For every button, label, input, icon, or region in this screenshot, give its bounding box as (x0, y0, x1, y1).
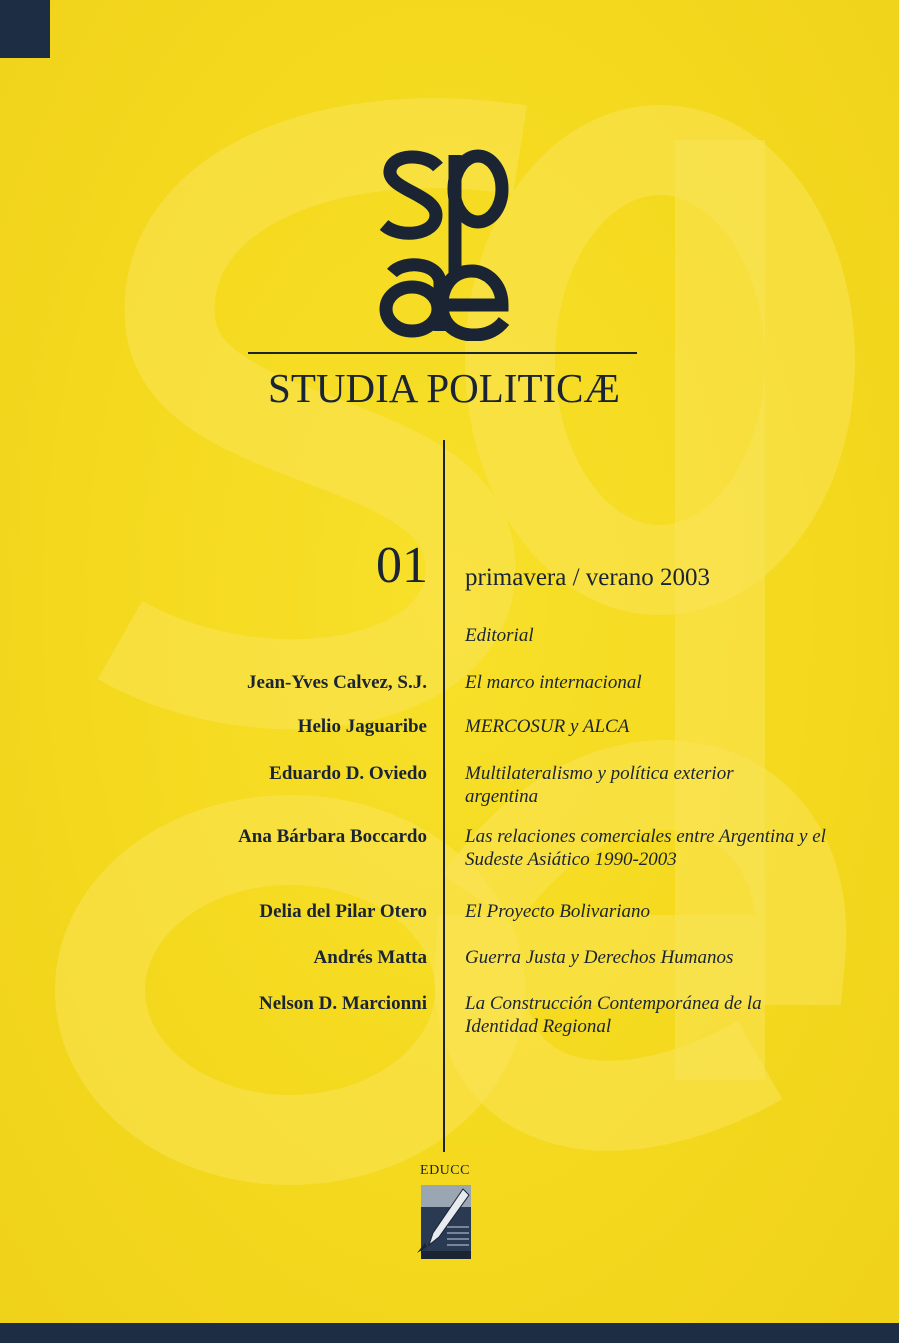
fountain-pen-icon (413, 1181, 477, 1265)
bottom-band (0, 1323, 899, 1343)
masthead-rule (248, 352, 637, 354)
toc-author: Helio Jaguaribe (297, 716, 427, 737)
journal-monogram-logo (378, 145, 512, 341)
toc-author: Eduardo D. Oviedo (269, 763, 427, 784)
issue-season: primavera / verano 2003 (465, 564, 711, 591)
toc-title: Multilateralismo y política exterior argentina (465, 763, 734, 807)
toc-title: El Proyecto Bolivariano (465, 901, 651, 922)
journal-title: STUDIA POLITICÆ (268, 365, 620, 411)
toc-title: Guerra Justa y Derechos Humanos (465, 947, 734, 968)
toc-title: Editorial (465, 625, 534, 646)
toc-title: MERCOSUR y ALCA (465, 716, 630, 737)
toc-title: Las relaciones comerciales entre Argentina y el Sudeste Asiático 1990-2003 (465, 826, 826, 870)
toc-author: Ana Bárbara Boccardo (238, 826, 427, 847)
publisher-logo (405, 1163, 485, 1265)
toc-author: Jean-Yves Calvez, S.J. (247, 672, 427, 693)
toc-title: El marco internacional (465, 672, 642, 693)
toc-author: Delia del Pilar Otero (259, 901, 427, 922)
toc-author: Andrés Matta (313, 947, 427, 968)
vertical-divider (443, 440, 445, 1152)
toc-author: Nelson D. Marcionni (258, 993, 427, 1014)
issue-number: 01 (376, 537, 428, 594)
publisher-name: EDUCC (420, 1163, 470, 1178)
toc-title: La Construcción Contemporánea de la Identidad Regional (465, 993, 762, 1037)
